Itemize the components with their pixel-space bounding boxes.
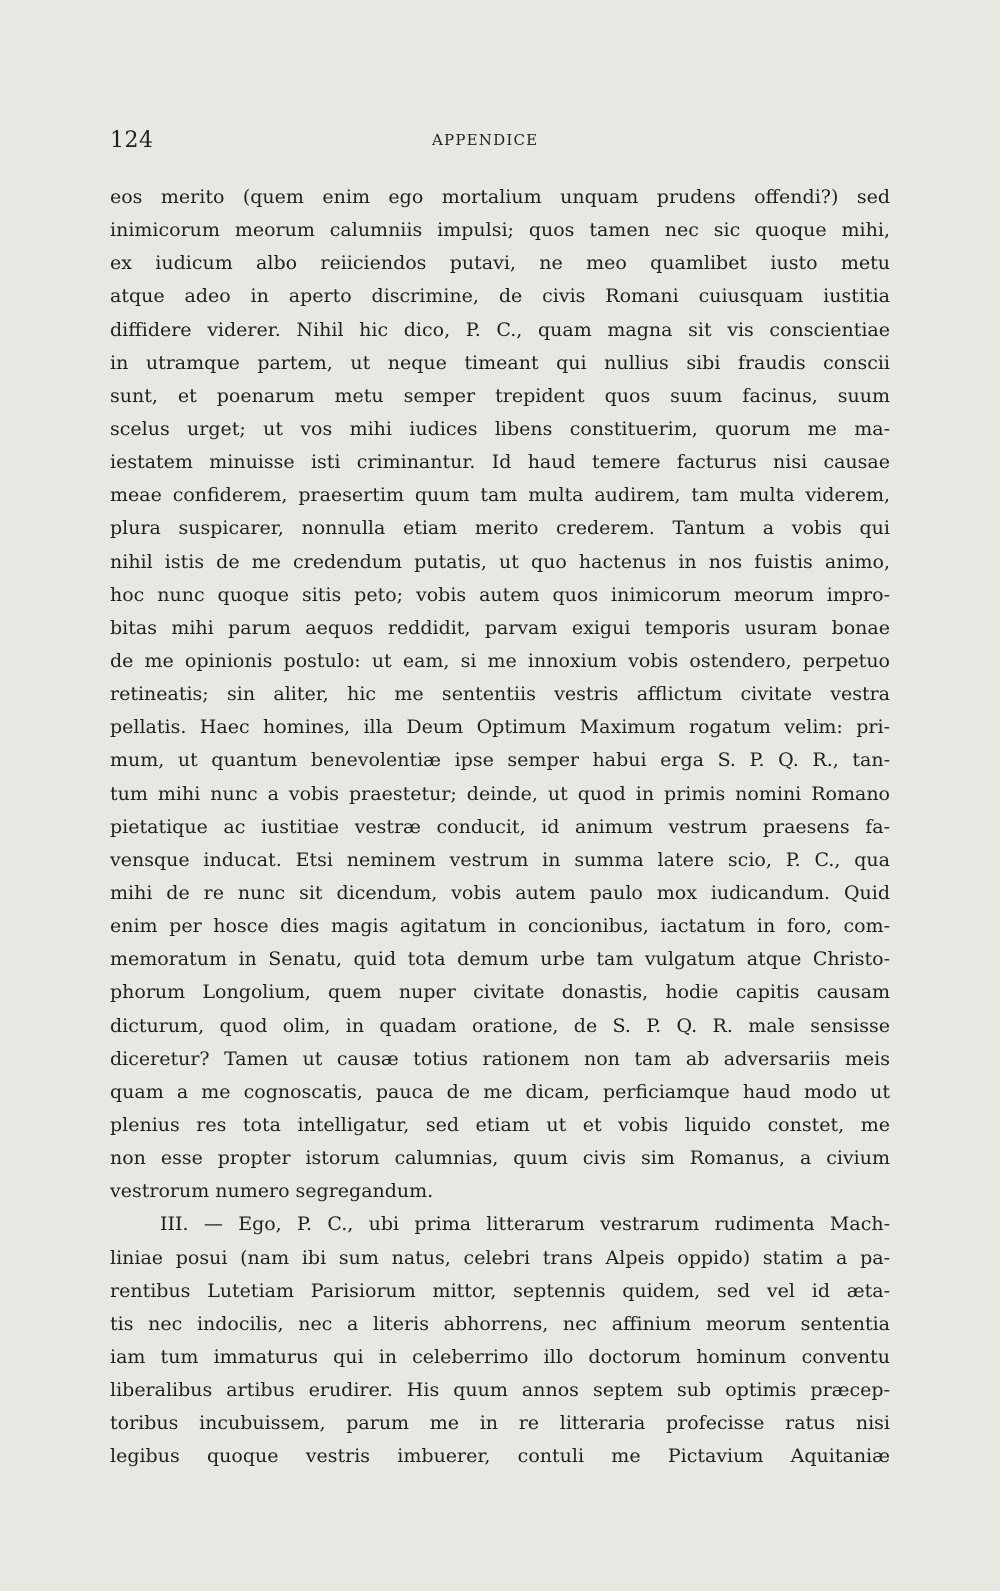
text-line: ex iudicum albo reiiciendos putavi, ne meo quamlibet iusto metu: [110, 252, 890, 275]
text-line: iam tum immaturus qui in celeberrimo illo doctorum hominum conventu: [110, 1345, 890, 1368]
text-line: toribus incubuissem, parum me in re litteraria profecisse ratus nisi: [110, 1412, 890, 1435]
text-line: memoratum in Senatu, quid tota demum urbe tam vulgatum atque Christo-: [110, 948, 890, 971]
running-head: APPENDICE: [432, 131, 539, 149]
text-line: legibus quoque vestris imbuerer, contuli me Pictavium Aquitaniæ: [110, 1445, 890, 1468]
text-line: liberalibus artibus erudirer. His quum annos septem sub optimis præcep-: [110, 1379, 890, 1402]
text-line: tis nec indocilis, nec a literis abhorrens, nec affinium meorum sententia: [110, 1312, 890, 1335]
text-line: rentibus Lutetiam Parisiorum mittor, septennis quidem, sed vel id æta-: [110, 1279, 890, 1302]
text-line: inimicorum meorum calumniis impulsi; quos tamen nec sic quoque mihi,: [110, 219, 890, 242]
text-line: enim per hosce dies magis agitatum in concionibus, iactatum in foro, com-: [110, 915, 890, 938]
text-line: plura suspicarer, nonnulla etiam merito crederem. Tantum a vobis qui: [110, 517, 890, 540]
text-line: eos merito (quem enim ego mortalium unquam prudens offendi?) sed: [110, 186, 890, 208]
text-line: diffidere viderer. Nihil hic dico, P. C., quam magna sit vis conscientiae: [110, 318, 890, 341]
text-line: tum mihi nunc a vobis praestetur; deinde, ut quod in primis nomini Romano: [110, 782, 890, 805]
text-line: iestatem minuisse isti criminantur. Id haud temere facturus nisi causae: [110, 451, 890, 474]
text-line: vensque inducat. Etsi neminem vestrum in summa latere scio, P. C., qua: [110, 848, 890, 871]
page-header: [110, 128, 890, 160]
text-line: nihil istis de me credendum putatis, ut quo hactenus in nos fuistis animo,: [110, 550, 890, 573]
text-line: atque adeo in aperto discrimine, de civis Romani cuiusquam iustitia: [110, 285, 890, 308]
text-line: sunt, et poenarum metu semper trepident quos suum facinus, suum: [110, 384, 890, 407]
text-line: phorum Longolium, quem nuper civitate donastis, hodie capitis causam: [110, 981, 890, 1004]
text-line: plenius res tota intelligatur, sed etiam ut et vobis liquido constet, me: [110, 1113, 890, 1136]
text-line: hoc nunc quoque sitis peto; vobis autem quos inimicorum meorum impro-: [110, 583, 890, 606]
text-line: scelus urget; ut vos mihi iudices libens constituerim, quorum me ma-: [110, 417, 890, 440]
text-line: mihi de re nunc sit dicendum, vobis autem paulo mox iudicandum. Quid: [110, 881, 890, 904]
text-line: meae confiderem, praesertim quum tam multa audirem, tam multa viderem,: [110, 484, 890, 507]
text-line: pellatis. Haec homines, illa Deum Optimum Maximum rogatum velim: pri-: [110, 716, 890, 739]
text-line: pietatique ac iustitiae vestræ conducit, id animum vestrum praesens fa-: [110, 815, 890, 838]
section-start-line: III. — Ego, P. C., ubi prima litterarum vestrarum rudimenta Mach-: [160, 1213, 890, 1236]
text-line: quam a me cognoscatis, pauca de me dicam, perficiamque haud modo ut: [110, 1080, 890, 1103]
text-line: liniae posui (nam ibi sum natus, celebri trans Alpeis oppido) statim a pa-: [110, 1246, 890, 1269]
text-line: non esse propter istorum calumnias, quum civis sim Romanus, a civium: [110, 1147, 890, 1170]
text-line: bitas mihi parum aequos reddidit, parvam exigui temporis usuram bonae: [110, 616, 890, 639]
text-line: retineatis; sin aliter, hic me sententiis vestris afflictum civitate vestra: [110, 683, 890, 706]
text-line: mum, ut quantum benevolentiæ ipse semper habui erga S. P. Q. R., tan-: [110, 749, 890, 772]
text-line: in utramque partem, ut neque timeant qui nullius sibi fraudis conscii: [110, 351, 890, 374]
text-line: diceretur? Tamen ut causæ totius rationem non tam ab adversariis meis: [110, 1047, 890, 1070]
text-line: de me opinionis postulo: ut eam, si me innoxium vobis ostendero, perpetuo: [110, 649, 890, 672]
text-line: dicturum, quod olim, in quadam oratione, de S. P. Q. R. male sensisse: [110, 1014, 890, 1037]
body-text: [110, 181, 890, 1473]
paragraph-end-line: vestrorum numero segregandum.: [110, 1180, 434, 1203]
page-number: 124: [110, 128, 154, 153]
